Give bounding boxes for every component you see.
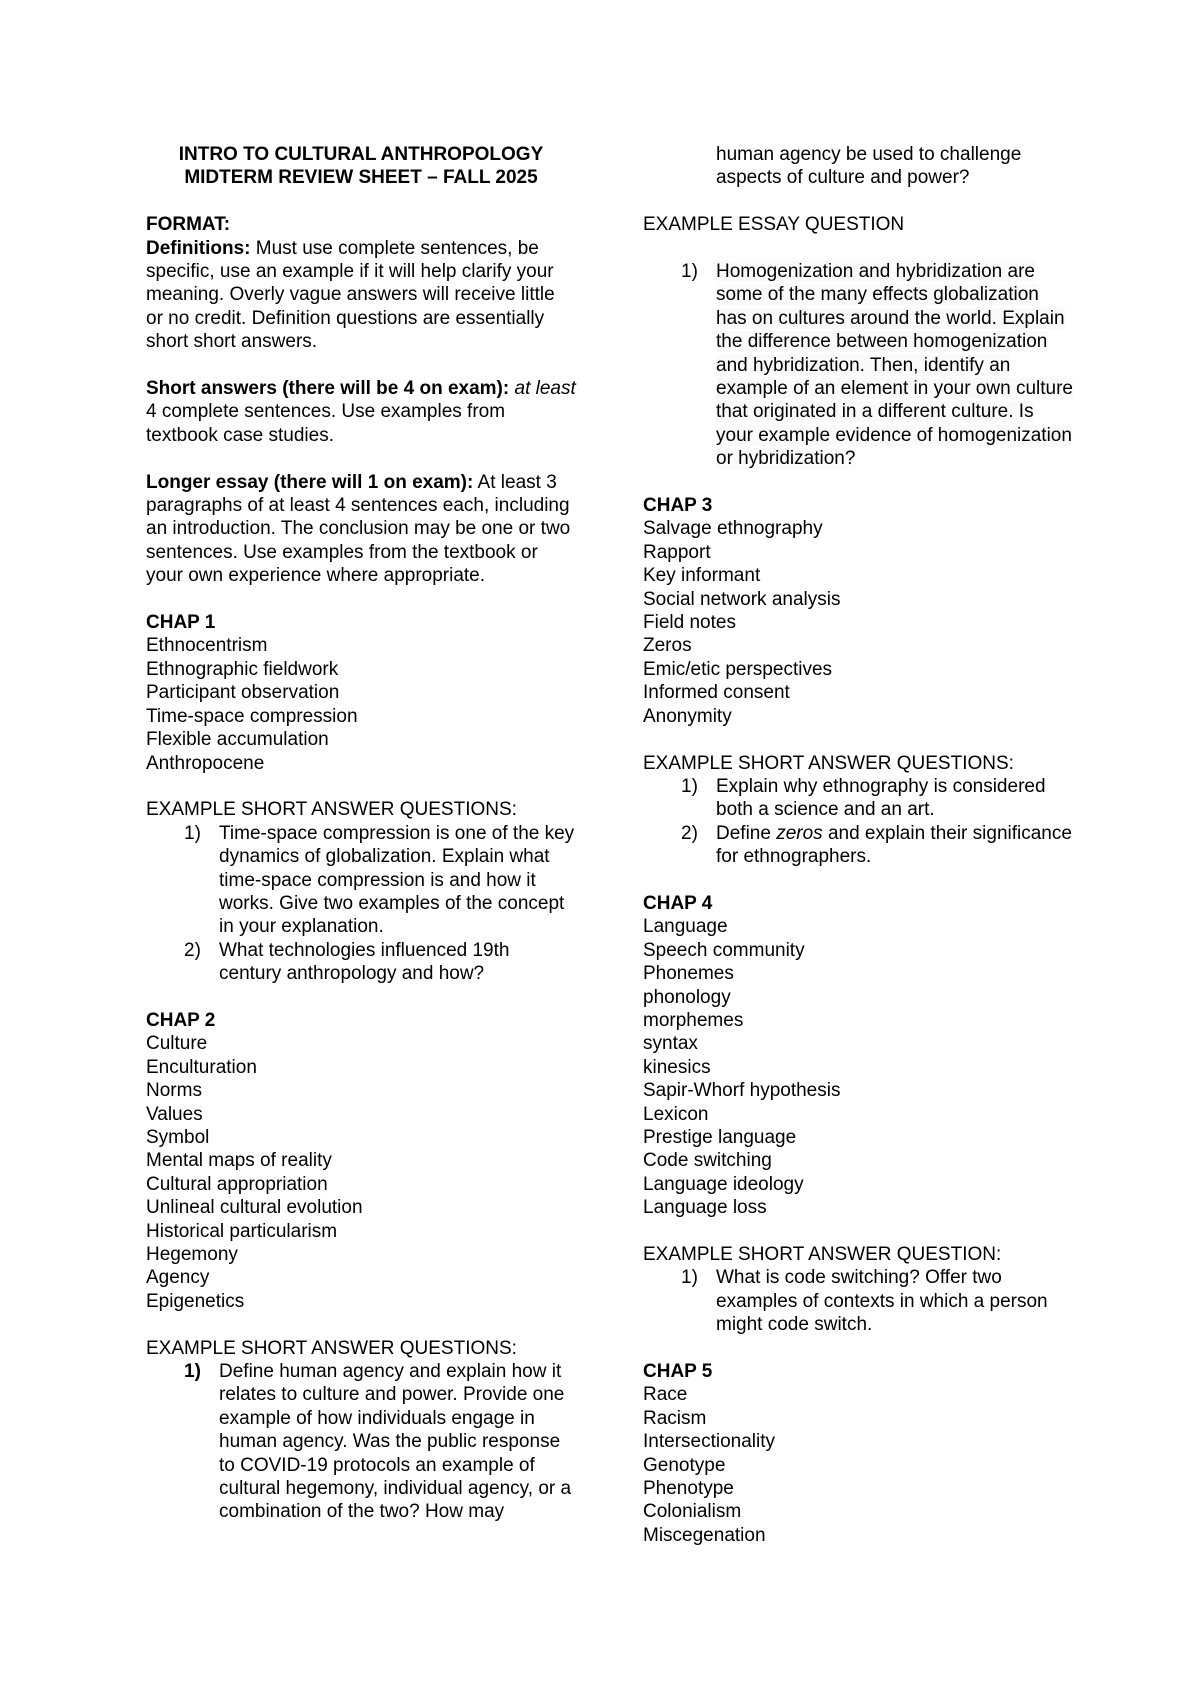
chap4-term-list <box>643 915 1073 1219</box>
right-column <box>643 143 1073 1547</box>
list-item: Field notes <box>643 612 736 634</box>
question-text-before: Define <box>716 822 777 844</box>
chap2-questions-heading: EXAMPLE SHORT ANSWER QUESTIONS: <box>146 1337 517 1359</box>
chap4-questions-heading: EXAMPLE SHORT ANSWER QUESTION: <box>643 1244 1002 1265</box>
list-item: Norms <box>146 1080 202 1102</box>
list-item: Code switching <box>643 1150 772 1172</box>
chap4-question-list <box>643 1266 1073 1336</box>
document-title-line1: INTRO TO CULTURAL ANTHROPOLOGY <box>178 144 544 165</box>
list-item: Enculturation <box>146 1056 257 1078</box>
list-item: Informed consent <box>643 682 790 704</box>
list-item: Ethnocentrism <box>146 635 268 657</box>
chap4-heading: CHAP 4 <box>643 892 713 914</box>
short-answers-italic: at least <box>514 378 576 400</box>
list-item: Anthropocene <box>146 752 265 774</box>
chap5-term-list <box>643 1383 1073 1547</box>
definitions-label: Definitions: <box>146 237 251 259</box>
document-title-line2: MIDTERM REVIEW SHEET – FALL 2025 <box>184 167 538 189</box>
chap1-term-list <box>146 634 576 774</box>
list-item: Phonemes <box>643 963 734 985</box>
short-answers-text: 4 complete sentences. Use examples from textbook case studies. <box>146 401 506 446</box>
list-item: Rapport <box>643 541 711 563</box>
chap2-question-list <box>146 1360 576 1524</box>
list-item: Speech community <box>643 939 805 961</box>
chap3-term-list <box>643 517 1073 728</box>
list-item: Language loss <box>643 1197 767 1219</box>
list-item: Colonialism <box>643 1501 742 1523</box>
question-text: Explain why ethnography is considered both a science and an art. <box>716 775 1046 821</box>
list-item: Intersectionality <box>643 1431 776 1453</box>
chap3-heading: CHAP 3 <box>643 495 713 517</box>
question-number: 1) <box>184 1361 201 1383</box>
question-continuation: human agency be used to challenge aspects of culture and power? <box>716 144 1022 189</box>
question-item <box>643 822 1073 869</box>
format-heading: FORMAT: <box>146 214 231 236</box>
question-item <box>146 822 576 939</box>
chap1-questions-heading: EXAMPLE SHORT ANSWER QUESTIONS: <box>146 799 517 821</box>
list-item: Historical particularism <box>146 1220 338 1242</box>
list-item: Racism <box>643 1407 707 1429</box>
question-number: 1) <box>184 822 201 844</box>
list-item: Cultural appropriation <box>146 1173 328 1195</box>
question-text: Define human agency and explain how it relates to culture and power. Provide one example of how individuals engage in human agency. Was the public response to COVID-19 protocols an example of cultural hegemony, individual agency, or a combination of the two? How may <box>219 1361 572 1523</box>
list-item: Flexible accumulation <box>146 729 329 751</box>
definitions-paragraph <box>146 237 576 354</box>
essay-example-heading: EXAMPLE ESSAY QUESTION <box>643 214 905 236</box>
list-item: Participant observation <box>146 682 340 704</box>
list-item: Miscegenation <box>643 1524 766 1546</box>
list-item: Agency <box>146 1267 210 1289</box>
list-item: Key informant <box>643 565 761 587</box>
short-answers-paragraph <box>146 377 576 447</box>
question-number: 1) <box>681 261 698 282</box>
chap1-heading: CHAP 1 <box>146 612 216 634</box>
list-item: Salvage ethnography <box>643 518 823 540</box>
list-item: Symbol <box>146 1126 210 1148</box>
essay-text: At least 3 paragraphs of at least 4 sentences each, including an introduction. The conclusion may be one or two sentences. Use examples from the textbook or your own experience where appropriate. <box>146 471 571 587</box>
list-item: Emic/etic perspectives <box>643 658 833 680</box>
essay-label: Longer essay (there will 1 on exam): <box>146 471 474 493</box>
list-item: Social network analysis <box>643 588 841 610</box>
list-item: Race <box>643 1384 688 1406</box>
definitions-text: Must use complete sentences, be specific, use an example if it will help clarify your meaning. Overly vague answers will receive little or no credit. Definition questions are essentially short short answers. <box>146 237 555 353</box>
left-column <box>146 143 576 1524</box>
list-item: Lexicon <box>643 1103 709 1125</box>
question-number: 1) <box>681 775 698 797</box>
question-text-after: and explain their significance for ethnographers. <box>716 822 1072 868</box>
list-item: Zeros <box>643 635 692 657</box>
list-item: syntax <box>643 1033 698 1055</box>
list-item: kinesics <box>643 1056 711 1078</box>
chap2-heading: CHAP 2 <box>146 1009 216 1031</box>
chap3-questions-heading: EXAMPLE SHORT ANSWER QUESTIONS: <box>643 752 1014 774</box>
question-number: 2) <box>184 939 201 961</box>
list-item: Mental maps of reality <box>146 1150 332 1172</box>
list-item: Unlineal cultural evolution <box>146 1197 363 1219</box>
question-text: Homogenization and hybridization are some of the many effects globalization has on cultures around the world. Explain the difference between homogenization and hybridization. Then, identify an example of an element in your own culture that originated in a different culture. Is your example evidence of homogenization or hybridization? <box>716 261 1073 470</box>
list-item: Phenotype <box>643 1478 734 1500</box>
question-item <box>643 775 1073 822</box>
chap1-question-list <box>146 822 576 986</box>
list-item: Language ideology <box>643 1173 804 1195</box>
list-item: Time-space compression <box>146 705 358 727</box>
list-item: Values <box>146 1103 203 1125</box>
list-item: Epigenetics <box>146 1290 245 1312</box>
essay-example-list <box>643 260 1073 471</box>
question-item <box>643 1266 1073 1336</box>
question-text-italic: zeros <box>776 822 823 844</box>
question-text: What technologies influenced 19th century anthropology and how? <box>219 939 510 985</box>
essay-paragraph <box>146 471 576 588</box>
list-item: Anonymity <box>643 705 732 727</box>
list-item: Hegemony <box>146 1244 238 1265</box>
chap3-question-list <box>643 775 1073 869</box>
chap2-term-list <box>146 1032 576 1313</box>
question-item <box>146 939 576 986</box>
question-number: 2) <box>681 822 698 844</box>
list-item: Genotype <box>643 1454 726 1476</box>
question-item <box>643 260 1073 471</box>
list-item: Culture <box>146 1033 208 1055</box>
list-item: phonology <box>643 986 731 1008</box>
list-item: Language <box>643 916 728 938</box>
question-text: Time-space compression is one of the key dynamics of globalization. Explain what time-space compression is and how it works. Give two examples of the concept in your explanation. <box>219 822 575 938</box>
question-number: 1) <box>681 1267 698 1289</box>
list-item: Ethnographic fieldwork <box>146 658 339 680</box>
question-item <box>146 1360 576 1524</box>
list-item: Prestige language <box>643 1126 797 1148</box>
list-item: Sapir-Whorf hypothesis <box>643 1080 841 1102</box>
list-item: morphemes <box>643 1009 744 1031</box>
short-answers-label: Short answers (there will be 4 on exam): <box>146 378 510 400</box>
chap5-heading: CHAP 5 <box>643 1361 713 1383</box>
question-text: What is code switching? Offer two examples of contexts in which a person might code switch. <box>716 1267 1048 1336</box>
